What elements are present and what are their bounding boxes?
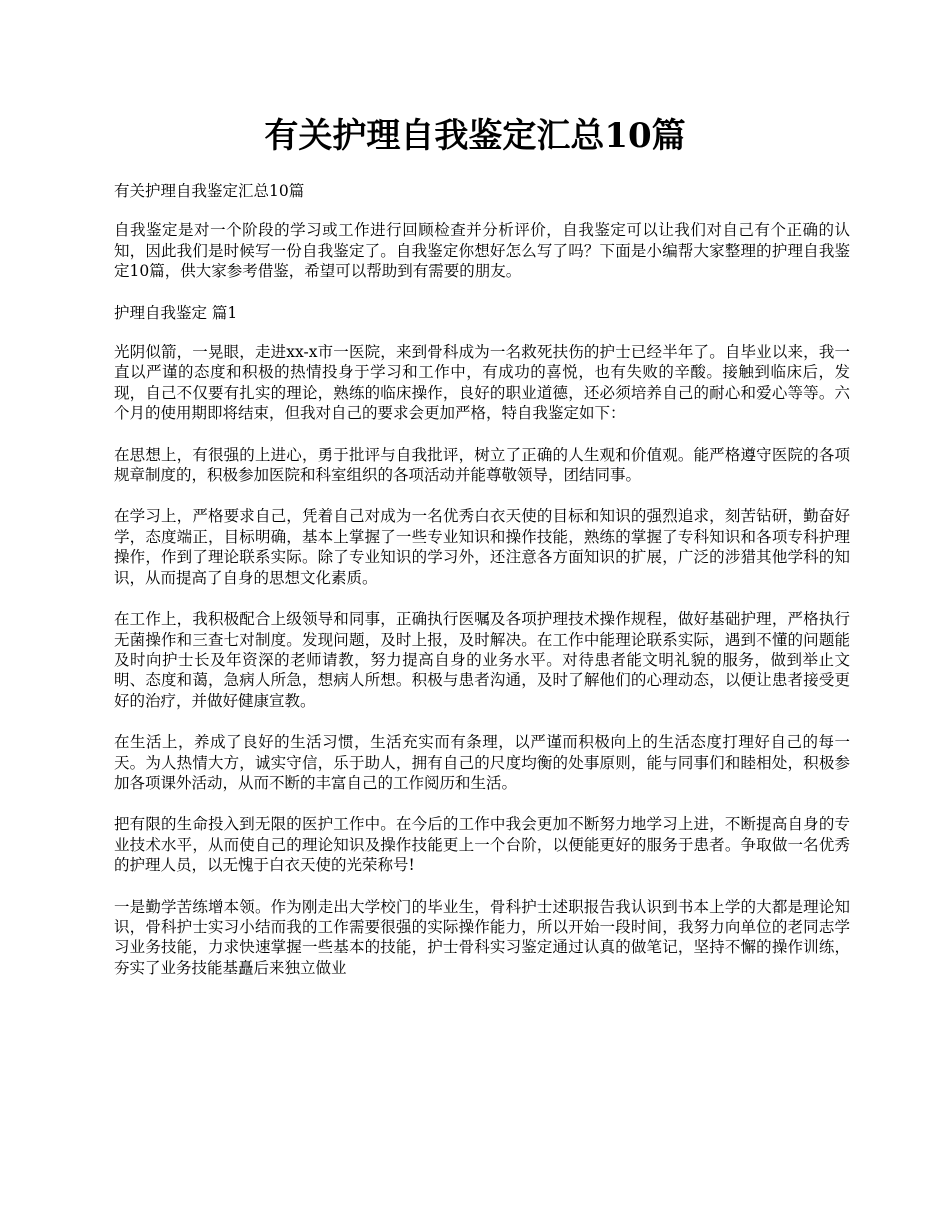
subtitle-paragraph: 有关护理自我鉴定汇总10篇: [114, 182, 305, 200]
body-paragraph: 在学习上，严格要求自己，凭着自己对成为一名优秀白衣天使的目标和知识的强烈追求，刻苦钻研，勤奋好学，态度端正，目标明确，基本上掌握了一些专业知识和操作技能，熟练的掌握了专科知识和各项专科护理操作，作到了理论联系实际。除了专业知识的学习外，还注意各方面知识的扩展，广泛的涉猎其他学科的知识，从而提高了自身的思想文化素质。: [114, 507, 850, 587]
section-heading: 护理自我鉴定 篇1: [114, 303, 238, 322]
body-paragraph: 在生活上，养成了良好的生活习惯，生活充实而有条理，以严谨而积极向上的生活态度打理好自己的每一天。为人热情大方，诚实守信，乐于助人，拥有自己的尺度均衡的处事原则，能与同事们和睦相处，积极参加各项课外活动，从而不断的丰富自己的工作阅历和生活。: [114, 733, 850, 792]
body-paragraph: 在工作上，我积极配合上级领导和同事，正确执行医嘱及各项护理技术操作规程，做好基础护理，严格执行无菌操作和三查七对制度。发现问题，及时上报，及时解决。在工作中能理论联系实际，遇到不懂的问题能及时向护士长及年资深的老师请教，努力提高自身的业务水平。对待患者能文明礼貌的服务，做到举止文明、态度和蔼，急病人所急，想病人所想。积极与患者沟通，及时了解他们的心理动态，以便让患者接受更好的治疗，并做好健康宣教。: [114, 610, 850, 710]
body-paragraph: 把有限的生命投入到无限的医护工作中。在今后的工作中我会更加不断努力地学习上进，不断提高自身的专业技术水平，从而使自己的理论知识及操作技能更上一个台阶，以便能更好的服务于患者。争取做一名优秀的护理人员，以无愧于白衣天使的光荣称号!: [114, 815, 850, 875]
document-title: 有关护理自我鉴定汇总10篇: [264, 116, 686, 156]
intro-paragraph: 自我鉴定是对一个阶段的学习或工作进行回顾检查并分析评价，自我鉴定可以让我们对自己有个正确的认知，因此我们是时候写一份自我鉴定了。自我鉴定你想好怎么写了吗？下面是小编帮大家整理的护理自我鉴定10篇，供大家参考借鉴，希望可以帮助到有需要的朋友。: [114, 221, 850, 281]
body-paragraph: 一是勤学苦练增本领。作为刚走出大学校门的毕业生，骨科护士述职报告我认识到书本上学的大都是理论知识，骨科护士实习小结而我的工作需要很强的实际操作能力，所以开始一段时间，我努力向单位的老同志学习业务技能，力求快速掌握一些基本的技能，护士骨科实习鉴定通过认真的做笔记，坚持不懈的操作训练，夯实了业务技能基矗后来独立做业: [114, 897, 850, 977]
body-paragraph: 光阴似箭，一晃眼，走进xx-x市一医院，来到骨科成为一名救死扶伤的护士已经半年了。自毕业以来，我一直以严谨的态度和积极的热情投身于学习和工作中，有成功的喜悦，也有失败的辛酸。接触到临床后，发现，自己不仅要有扎实的理论，熟练的临床操作，良好的职业道德，还必须培养自己的耐心和爱心等等。六个月的使用期即将结束，但我对自己的要求会更加严格，特自我鉴定如下：: [114, 343, 850, 423]
body-paragraph: 在思想上，有很强的上进心，勇于批评与自我批评，树立了正确的人生观和价值观。能严格遵守医院的各项规章制度的，积极参加医院和科室组织的各项活动并能尊敬领导，团结同事。: [114, 445, 850, 485]
document-body: [114, 181, 850, 999]
